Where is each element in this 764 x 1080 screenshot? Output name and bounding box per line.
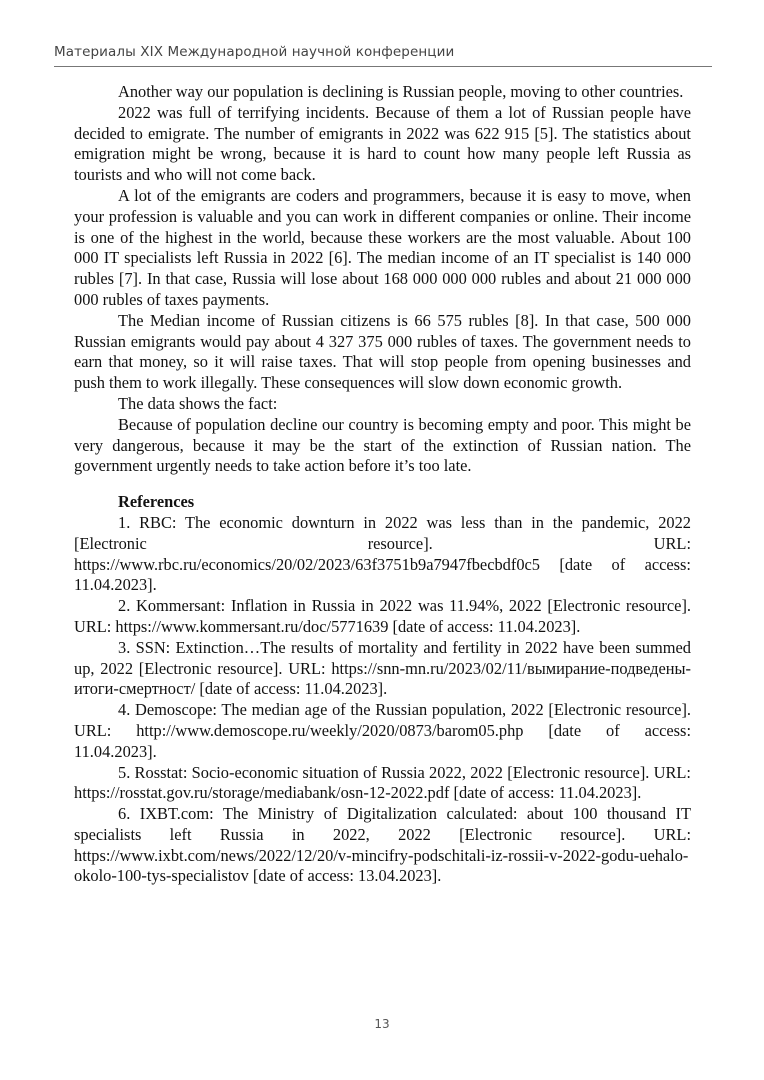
reference-item: 6. IXBT.com: The Ministry of Digitalization calculated: about 100 thousand IT specialists left Russia in 2022, 2022 [Electronic resource]. URL: https://www.ixbt.com/news/2022/12/20/v-mincifry-podschitali-iz-rossii-v-2022-godu-uehalo-okolo-100-tys-specialistov [date of access: 13.04.2023]. <box>74 804 691 886</box>
reference-item: 2. Kommersant: Inflation in Russia in 2022 was 11.94%, 2022 [Electronic resource]. URL: https://www.kommersant.ru/doc/5771639 [date of access: 11.04.2023]. <box>74 596 691 636</box>
body-paragraph: 2022 was full of terrifying incidents. Because of them a lot of Russian people have decided to emigrate. The number of emigrants in 2022 was 622 915 [5]. The statistics about emigration might be wrong, because it is hard to count how many people left Russia as tourists and who will not come back. <box>74 102 691 185</box>
body-paragraph: Because of population decline our country is becoming empty and poor. This might be very dangerous, because it may be the start of the extinction of Russian nation. The government urgently needs to take action before it’s too late. <box>74 414 691 476</box>
running-header: Материалы XIX Международной научной конференции <box>54 44 455 60</box>
page-body <box>74 82 691 887</box>
page-number: 13 <box>374 1017 390 1031</box>
references-heading: References <box>118 492 195 512</box>
body-paragraph: The Median income of Russian citizens is 66 575 rubles [8]. In that case, 500 000 Russian emigrants would pay about 4 327 375 000 rubles of taxes. The government needs to earn that money, so it will raise taxes. That will stop people from opening businesses and push them to work illegally. These consequences will slow down economic growth. <box>74 310 691 393</box>
header-divider <box>54 66 712 67</box>
reference-item: 3. SSN: Extinction…The results of mortality and fertility in 2022 have been summed up, 2022 [Electronic resource]. URL: https://snn-mn.ru/2023/02/11/вымирание-подведены-итоги-смертност/ [date of access: 11.04.2023]. <box>74 637 691 699</box>
body-paragraph: The data shows the fact: <box>118 393 278 413</box>
reference-item: 4. Demoscope: The median age of the Russian population, 2022 [Electronic resource]. URL: http://www.demoscope.ru/weekly/2020/0873/barom05.php [date of access: 11.04.2023]. <box>74 700 691 761</box>
reference-item: 5. Rosstat: Socio-economic situation of Russia 2022, 2022 [Electronic resource]. URL: https://rosstat.gov.ru/storage/mediabank/osn-12-2022.pdf [date of access: 11.04.2023]. <box>74 762 691 803</box>
body-paragraph: Another way our population is declining is Russian people, moving to other countries. <box>118 82 684 101</box>
body-paragraph: A lot of the emigrants are coders and programmers, because it is easy to move, when your profession is valuable and you can work in different companies or online. Their income is one of the highest in the world, because these workers are the most valuable. About 100 000 IT specialists left Russia in 2022 [6]. The median income of an IT specialist is 140 000 rubles [7]. In that case, Russia will lose about 168 000 000 000 rubles and about 21 000 000 000 rubles of taxes payments. <box>74 185 691 309</box>
reference-item: 1. RBC: The economic downturn in 2022 was less than in the pandemic, 2022 [Electronic resource]. URL: https://www.rbc.ru/economics/20/02/2023/63f3751b9a7947fbecbdf0c5 [date of access: 11.04.2023]. <box>74 512 691 595</box>
